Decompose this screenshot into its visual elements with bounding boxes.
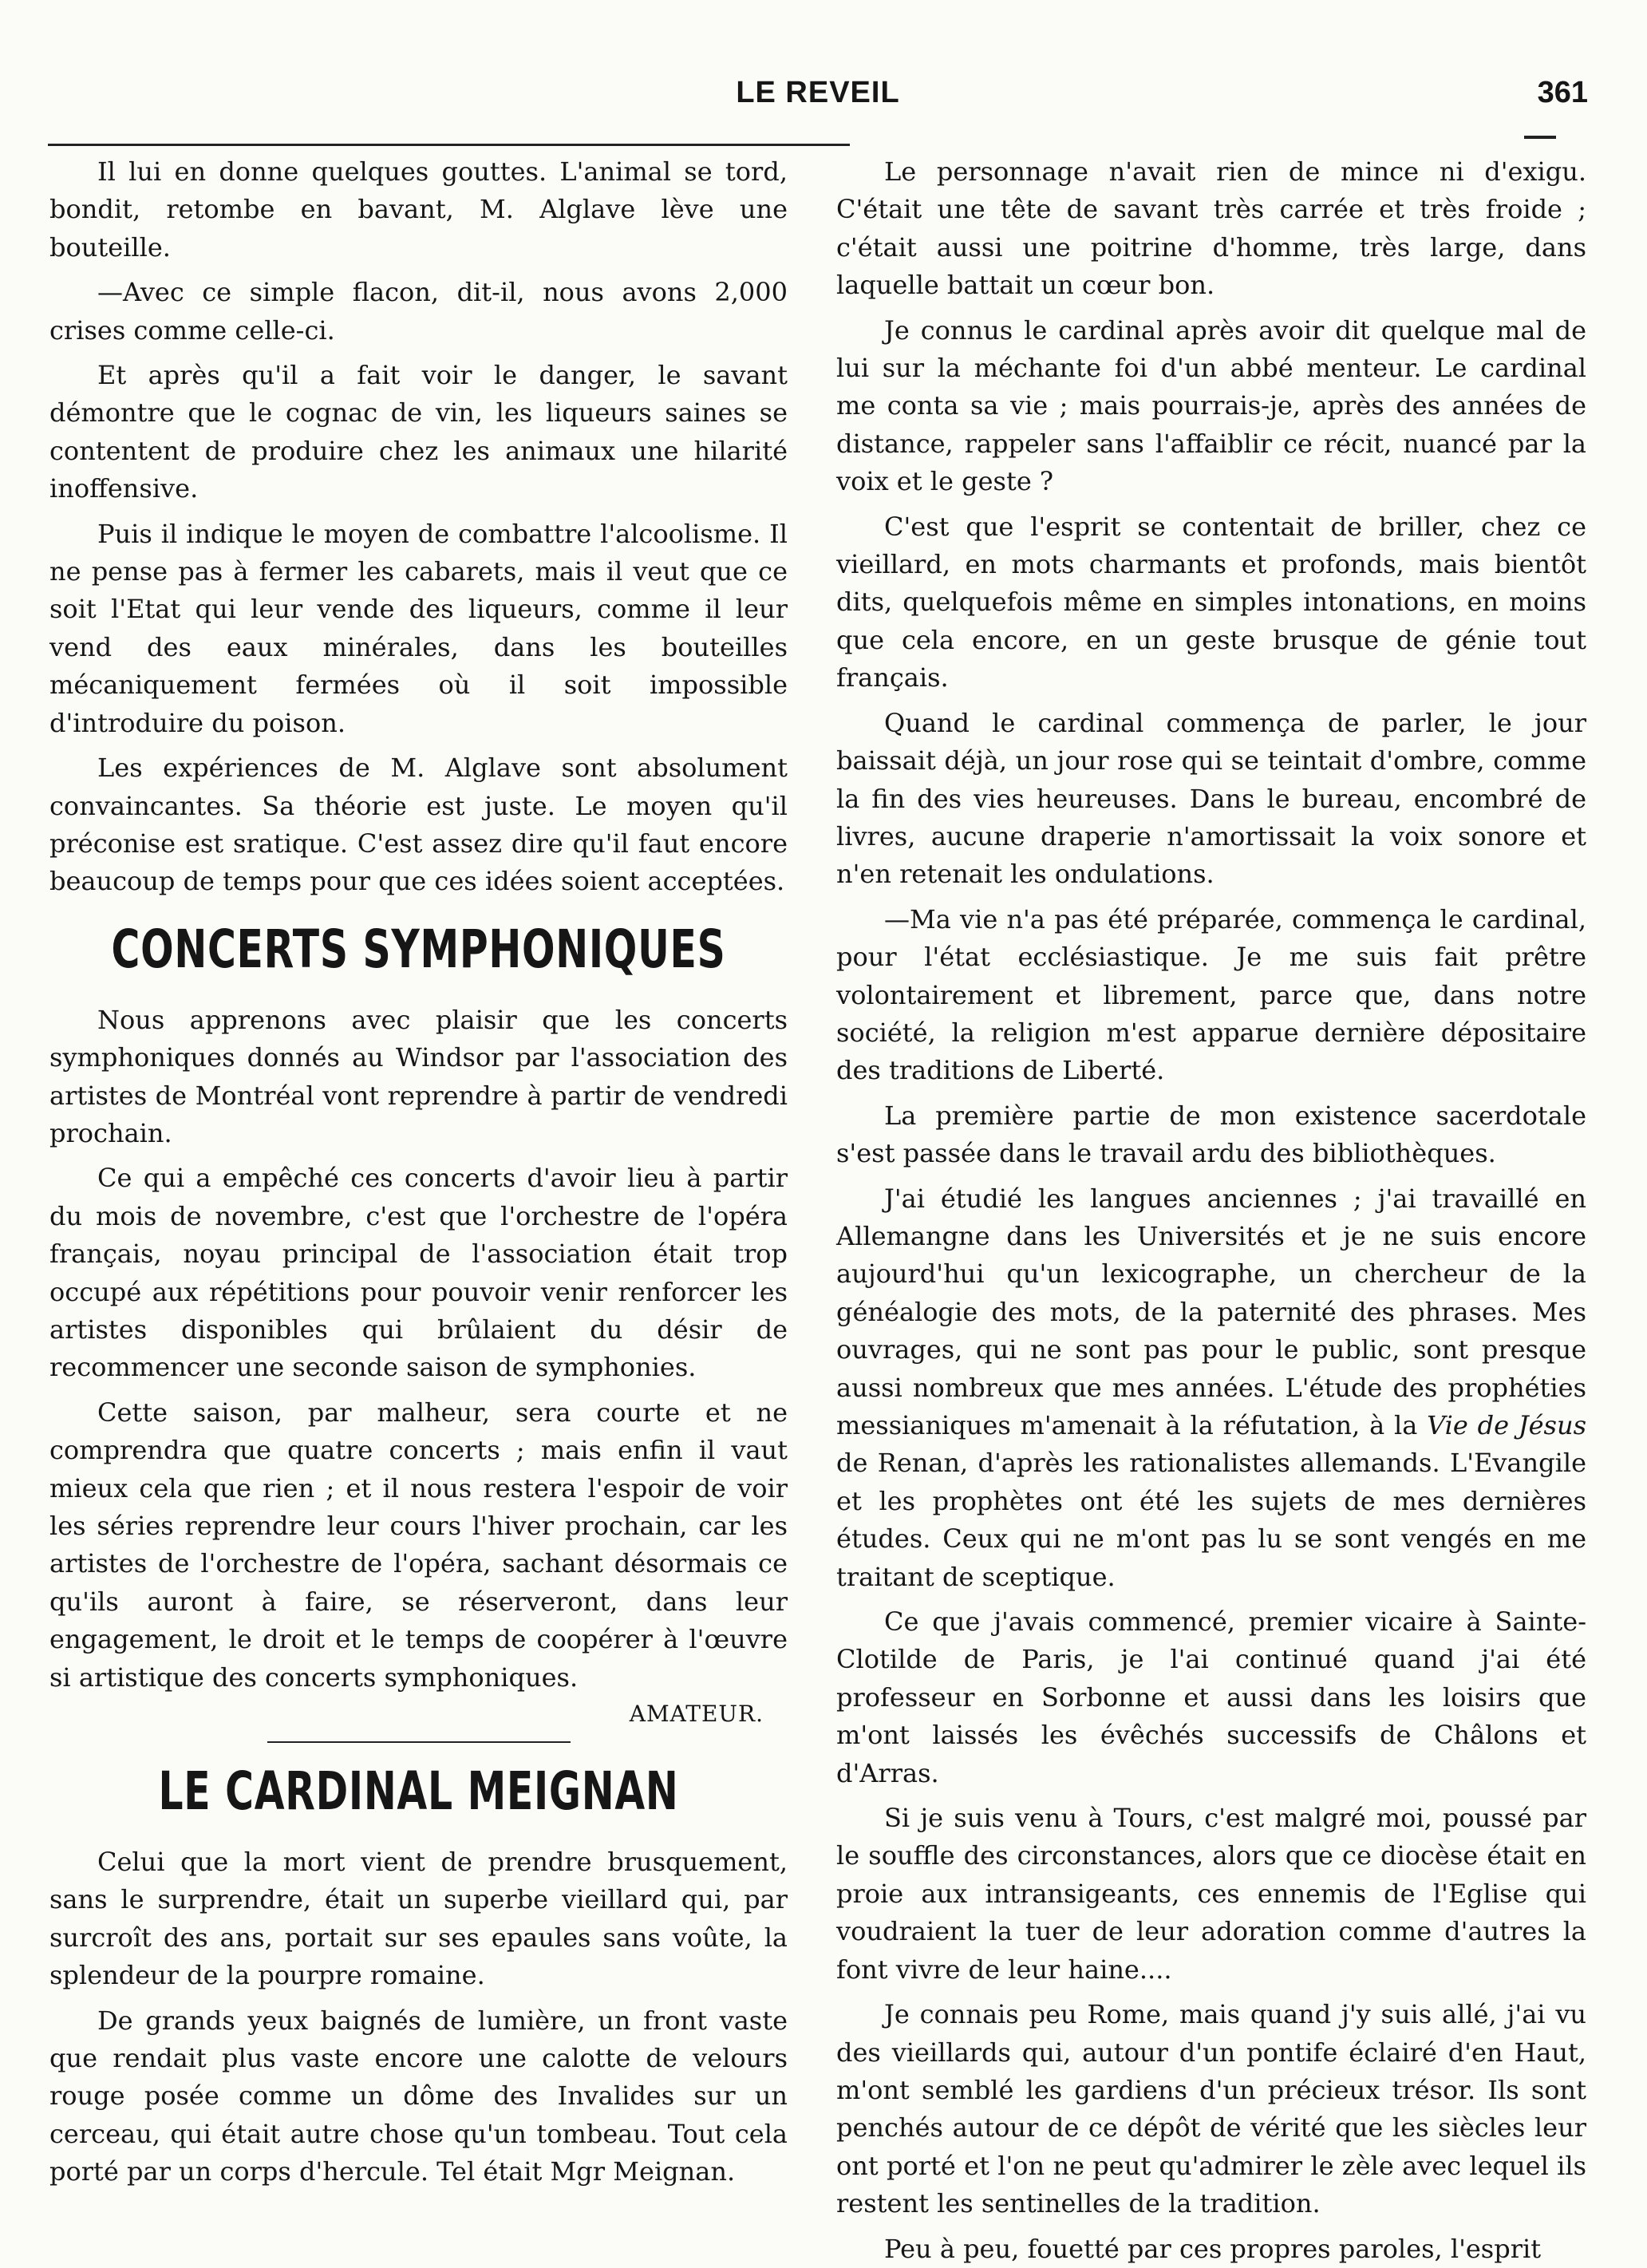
left-column — [49, 153, 788, 2236]
paragraph: Je connus le cardinal après avoir dit quelque mal de lui sur la méchante foi d'un abbé menteur. Le cardinal me conta sa vie ; mais pourrais-je, après des années de distance, rappeler sans l'affaiblir ce récit, nuancé par la voix et le geste ? — [836, 314, 1586, 497]
paragraph: Quand le cardinal commença de parler, le jour baissait déjà, un jour rose qui se teintait d'ombre, comme la fin des vies heureuses. Dans le bureau, encombré de livres, aucune draperie n'amortissait la voix sonore et n'en retenait les ondulations. — [836, 707, 1586, 890]
paragraph: Il lui en donne quelques gouttes. L'animal se tord, bondit, retombe en bavant, M. Alglave lève une bouteille. — [49, 156, 788, 263]
paragraph: La première partie de mon existence sacerdotale s'est passée dans le travail ardu des bibliothèques. — [836, 1100, 1586, 1169]
paragraph: Le personnage n'avait rien de mince ni d'exigu. C'était une tête de savant très carrée et très froide ; c'était aussi une poitrine d'homme, très large, dans laquelle battait un cœur bon. — [836, 156, 1586, 301]
masthead: LE REVEIL — [736, 76, 900, 109]
signature: AMATEUR. — [629, 1701, 764, 1728]
paragraph: —Ma vie n'a pas été préparée, commença le cardinal, pour l'état ecclésiastique. Je me suis fait prêtre volontairement et librement, parce que, dans notre société, la religion m'est apparue dernière dépositaire des traditions de Liberté. — [836, 903, 1586, 1086]
running-head — [48, 64, 1588, 128]
paragraph: Je connais peu Rome, mais quand j'y suis allé, j'ai vu des vieillards qui, autour d'un pontife éclairé d'en Haut, m'ont semblé les gardiens d'un précieux trésor. Ils sont penchés autour de ce dépôt de vérité que les siècles leur ont porté et l'on ne peut qu'admirer le zèle avec lequel ils restent les sentinelles de la tradition. — [836, 1999, 1586, 2219]
section-heading-concerts: CONCERTS SYMPHONIQUES — [111, 918, 726, 980]
paragraph: —Avec ce simple flacon, dit-il, nous avons 2,000 crises comme celle-ci. — [49, 277, 788, 346]
paragraph: Et après qu'il a fait voir le danger, le savant démontre que le cognac de vin, les liqueurs saines se contentent de produire chez les animaux une hilarité inoffensive. — [49, 360, 788, 504]
text-run: de Renan, d'après les rationalistes allemands. L'Evangile et les prophètes ont été les sujets de mes dernières études. Ceux qui ne m'ont pas lu se sont vengés en me traitant de sceptique. — [836, 1448, 1586, 1592]
paragraph: Nous apprenons avec plaisir que les concerts symphoniques donnés au Windsor par l'association des artistes de Montréal vont reprendre à partir de vendredi prochain. — [49, 1004, 788, 1148]
paragraph: Ce qui a empêché ces concerts d'avoir lieu à partir du mois de novembre, c'est que l'orchestre de l'opéra français, noyau principal de l'association était trop occupé aux répétitions pour pouvoir venir renforcer les artistes disponibles qui brûlaient du désir de recommencer une seconde saison de symphonies. — [49, 1163, 788, 1383]
paragraph: Peu à peu, fouetté par ces propres paroles, l'esprit — [884, 2233, 1542, 2264]
paragraph: C'est que l'esprit se contentait de briller, chez ce vieillard, en mots charmants et profonds, mais bientôt dits, quelquefois même en simples intonations, en moins que cela encore, en un geste brusque de génie tout français. — [836, 511, 1586, 693]
paragraph: Puis il indique le moyen de combattre l'alcoolisme. Il ne pense pas à fermer les cabarets, mais il veut que ce soit l'Etat qui leur vende des liqueurs, comme il leur vend des eaux minérales, dans les bouteilles mécaniquement fermées où il soit impossible d'introduire du poison. — [49, 518, 788, 738]
paragraph: Les expériences de M. Alglave sont absolument convaincantes. Sa théorie est juste. Le moyen qu'il préconise est sratique. C'est assez dire qu'il faut encore beaucoup de temps pour que ces idées soient acceptées. — [49, 753, 788, 897]
header-rule — [48, 144, 850, 146]
paragraph: Ce que j'avais commencé, premier vicaire à Sainte-Clotilde de Paris, je l'ai continué quand j'ai été professeur en Sorbonne et aussi dans les loisirs que m'ont laissés les évêchés successifs de Châlons et d'Arras. — [836, 1606, 1586, 1788]
header-rule-short — [1524, 136, 1556, 139]
paragraph: De grands yeux baignés de lumière, un front vaste que rendait plus vaste encore une calotte de velours rouge posée comme un dôme des Invalides sur un cerceau, qui était autre chose qu'un tombeau. Tout cela porté par un corps d'hercule. Tel était Mgr Meignan. — [49, 2005, 788, 2187]
paragraph: Si je suis venu à Tours, c'est malgré moi, poussé par le souffle des circonstances, alors que ce diocèse était en proie aux intransigeants, ces ennemis de l'Eglise qui voudraient la tuer de leur adoration comme d'autres la font vivre de leur haine.... — [836, 1803, 1586, 1985]
text-run: J'ai étudié les langues anciennes ; j'ai travaillé en Allemangne dans les Universités et je ne suis encore aujourd'hui qu'un lexicographe, un chercheur de la généalogie des mots, de la paternité des phrases. Mes ouvrages, qui ne sont pas pour le public, sont presque aussi nombreux que mes années. L'étude des prophéties messianiques m'amenait à la réfutation, à la — [836, 1183, 1586, 1440]
section-heading-cardinal: LE CARDINAL MEIGNAN — [158, 1760, 679, 1823]
page-number: 361 — [1537, 76, 1588, 109]
paragraph — [836, 1180, 1586, 1596]
section-divider — [267, 1741, 571, 1743]
paragraph: Celui que la mort vient de prendre brusquement, sans le surprendre, était un superbe vieillard qui, par surcroît des ans, portait sur ses epaules sans voûte, la splendeur de la pourpre romaine. — [49, 1847, 788, 1991]
italic-title: Vie de Jésus — [1427, 1410, 1587, 1440]
paragraph: Cette saison, par malheur, sera courte et ne comprendra que quatre concerts ; mais enfin il vaut mieux cela que rien ; et il nous restera l'espoir de voir les séries reprendre leur cours l'hiver prochain, car les artistes de l'orchestre de l'opéra, sachant désormais ce qu'ils auront à faire, se réserveront, dans leur engagement, le droit et le temps de coopérer à l'œuvre si artistique des concerts symphoniques. — [49, 1397, 788, 1693]
right-column — [836, 153, 1587, 2264]
